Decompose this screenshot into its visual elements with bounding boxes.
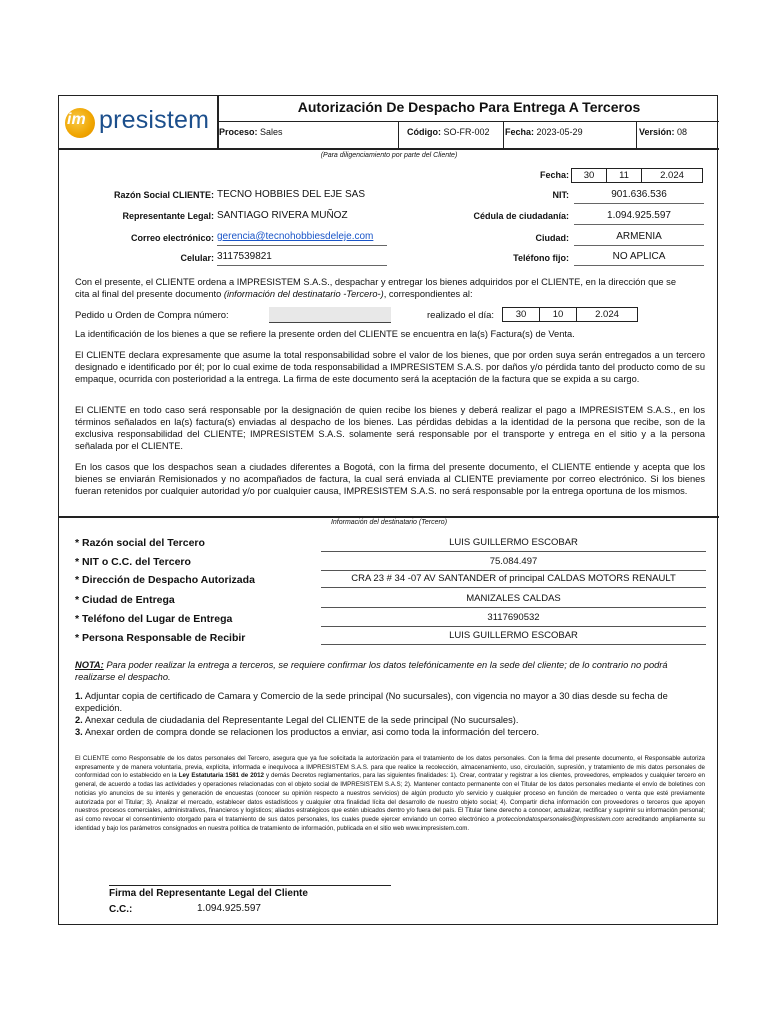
recipient-value-nit[interactable]: 75.084.497 [321, 556, 706, 571]
telefono-value[interactable]: NO APLICA [612, 251, 666, 262]
fecha-value: 2023-05-29 [536, 127, 583, 137]
requirements-list [75, 690, 705, 738]
recipient-label-direccion: * Dirección de Despacho Autorizada [75, 574, 255, 586]
celular-value[interactable]: 3117539821 [217, 251, 272, 262]
fecha-top-label: Fecha: [539, 170, 569, 180]
form-title: Autorización De Despacho Para Entrega A Terceros [297, 99, 641, 115]
logo-mark-text: im [67, 111, 86, 128]
razon-label: Razón Social CLIENTE: [113, 190, 214, 200]
destinatario-title: Información del destinatario (Tercero) [330, 519, 448, 526]
fecha-label: Fecha: [505, 127, 535, 137]
realizado-day[interactable]: 30 [502, 307, 540, 322]
list-item-number: 3. [75, 727, 83, 737]
ciudad-value[interactable]: ARMENIA [616, 231, 662, 242]
recipient-label-telefono: * Teléfono del Lugar de Entrega [75, 613, 233, 625]
list-item [75, 726, 705, 738]
list-item-text: Adjuntar copia de certificado de Camara y Comercio de la sede principal (No sucursales), con vigencia no mayor a 30 dias desde su fecha de expedición. [75, 691, 668, 713]
realizado-label: realizado el día: [427, 310, 495, 321]
nota-label: NOTA: [75, 660, 104, 670]
realizado-year[interactable]: 2.024 [576, 307, 638, 322]
nota-text: Para poder realizar la entrega a terceros, se requiere confirmar los datos telefónicamente en la sede del cliente; de lo contrario no podrá realizarse el despacho. [75, 660, 668, 682]
list-item [75, 690, 705, 714]
firma-label: Firma del Representante Legal del Cliente [109, 888, 308, 899]
legal-email-link[interactable]: protecciondatospersonales@impresistem.com [496, 815, 624, 823]
cc-label: C.C.: [109, 904, 133, 915]
signature-line[interactable] [109, 885, 391, 886]
fecha-day[interactable]: 30 [571, 168, 607, 183]
correo-link[interactable]: gerencia@tecnohobbiesdeleje.com [217, 231, 374, 242]
list-item-number: 1. [75, 691, 83, 701]
codigo-field [407, 127, 490, 137]
intro-line-1: Con el presente, el CLIENTE ordena a IMPRESISTEM S.A.S., despachar y entregar los bienes adquiridos por el CLIENTE, en la dirección que se [75, 277, 676, 287]
recipient-label-persona: * Persona Responsable de Recibir [75, 632, 246, 644]
rep-value[interactable]: SANTIAGO RIVERA MUÑOZ [217, 210, 348, 221]
version-field [639, 127, 687, 137]
legal-text-law: Ley Estatutaria 1581 de 2012 [178, 772, 264, 780]
celular-label: Celular: [180, 253, 214, 263]
recipient-value-ciudad[interactable]: MANIZALES CALDAS [321, 593, 706, 608]
pedido-label: Pedido u Orden de Compra número: [75, 310, 229, 321]
form-page [58, 95, 718, 925]
list-item-number: 2. [75, 715, 83, 725]
recipient-value-persona[interactable]: LUIS GUILLERMO ESCOBAR [321, 630, 706, 645]
nota [75, 659, 705, 683]
list-item-text: Anexar orden de compra donde se relacionen los productos a enviar, asi como toda la información del tercero. [82, 727, 540, 737]
proceso-label: Proceso: [219, 127, 258, 137]
legal-text-c: acreditando ampliamente su identidad y bajo los parámetros consignados en nuestra política de tratamiento de información, publicada en el sitio web www.impresistem.com. [75, 815, 705, 832]
recipient-value-razon[interactable]: LUIS GUILLERMO ESCOBAR [321, 537, 706, 552]
fecha-year[interactable]: 2.024 [641, 168, 703, 183]
version-label: Versión: [639, 127, 675, 137]
declara-paragraph: El CLIENTE declara expresamente que asume la total responsabilidad sobre el valor de los bienes, que por orden suya serán entregados a un tercero designado e identificado por él; por lo cual exime de toda responsabilidad a IMPRESISTEM S.A.S. por daños y/o pérdida tanto del producto como de su empaque, ocurrida con posterioridad a la entrega. La firma de este documento será la aceptación de la factura que se expida a su cargo. [75, 350, 705, 384]
razon-value[interactable]: TECNO HOBBIES DEL EJE SAS [217, 189, 366, 200]
recipient-label-ciudad: * Ciudad de Entrega [75, 594, 175, 606]
legal-text-a: El CLIENTE como Responsable de los datos personales del Tercero, asegura que ya fue solicitada la autorización para el tratamiento de los datos personales. Con la firma del presente documento, el Responsable autoriza expresamente y de manera voluntaria, previa, explícita, informada e inequívoca a IMPRESISTEM S.A.S. para que realice la recolección, almacenamiento, uso, circulación, supresión, y tratamiento de mis datos personales de conformidad con lo establecido en la [75, 755, 705, 780]
correo-label: Correo electrónico: [130, 233, 214, 243]
ciudad-label: Ciudad: [535, 233, 569, 243]
codigo-value: SO-FR-002 [443, 127, 490, 137]
realizado-month[interactable]: 10 [539, 307, 577, 322]
version-value: 08 [677, 127, 688, 137]
cedula-label: Cédula de ciudadanía: [473, 211, 569, 221]
nit-value[interactable]: 901.636.536 [611, 189, 667, 200]
rep-label: Representante Legal: [122, 211, 214, 221]
intro-line-2c: , correspondientes al: [383, 289, 473, 299]
proceso-field [219, 127, 283, 137]
legal-text-b: y demás Decretos reglamentarios, para las siguientes finalidades: 1). Crear, contratar y registrar a los clientes, proveedores, empleados y cualquier tercero en general, de acuerdo a todas las actividades y operaciones relacionadas con el objeto social de IMPRESISTEM S.A.S; 2). Mantener contacto permanente con el Titular de los datos personales mediante el envío de boletines con noticias y/o anuncios de su interés y generación de encuestas (conocer su opinión respecto a nuestros servicios) de algún producto y/o servicio y cualquier proceso en función de mercadeo o venta que esté previamente autorizada por el Titular; 3). Analizar el mercado, establecer datos estadísticos y cualquier otra finalidad lícita del desarrollo de nuestro objeto social; 4). Compartir dicha información con proveedores o terceros que apoyen nuestros procesos comerciales, administrativos, financieros y logísticos; aliados estratégicos que estén ubicados dentro y/o fuera del país. El Titular tiene derecho a conocer, actualizar, rectificar y suprimir su información personal; así como revocar el consentimiento otorgado para el tratamiento de sus datos personales, los cuales puede ejercer enviando un correo electrónico a [75, 772, 705, 823]
recipient-label-razon: * Razón social del Tercero [75, 537, 205, 549]
logo-text: presistem [99, 106, 210, 134]
intro-paragraph [75, 276, 705, 300]
intro-line-2b: (información del destinatario -Tercero-) [223, 289, 384, 299]
responsable-paragraph: El CLIENTE en todo caso será responsable por la designación de quien recibe los bienes y deberá realizar el pago a IMPRESISTEM S.A.S., en los términos señalados en la(s) factura(s) enviadas al despacho de los bienes. Las pérdidas debidas a la identidad de la persona que recibe, son de la exclusiva responsabilidad del CLIENTE; IMPRESISTEM S.A.S. solamente será responsable por el transporte y entrega en el sitio y a la persona señalada por el CLIENTE. [75, 405, 705, 451]
cc-value: 1.094.925.597 [197, 903, 261, 914]
codigo-label: Código: [407, 127, 441, 137]
pedido-input[interactable] [269, 307, 391, 323]
proceso-value: Sales [260, 127, 283, 137]
fecha-month[interactable]: 11 [606, 168, 642, 183]
identificacion-paragraph: La identificación de los bienes a que se refiere la presente orden del CLIENTE se encuentra en la(s) Factura(s) de Venta. [75, 329, 575, 339]
recipient-value-telefono[interactable]: 3117690532 [321, 612, 706, 627]
recipient-value-direccion[interactable]: CRA 23 # 34 -07 AV SANTANDER of principal CALDAS MOTORS RENAULT [321, 573, 706, 588]
intro-line-2a: cita al final del presente documento [75, 289, 224, 299]
nit-label: NIT: [552, 190, 569, 200]
recipient-label-nit: * NIT o C.C. del Tercero [75, 556, 191, 568]
casos-paragraph: En los casos que los despachos sean a ciudades diferentes a Bogotá, con la firma del presente documento, el CLIENTE entiende y acepta que los bienes se enviarán Remisionados y no acompañados de factura, la cual será enviada al CLIENTE previamente por correo electrónico. Si los bienes fueran retenidos por cualquier autoridad y/o por cualquier causa, IMPRESISTEM S.A.S. no será responsable por la entrega oportuna de los mismos. [75, 462, 705, 496]
logo [59, 96, 217, 148]
telefono-label: Teléfono fijo: [513, 253, 569, 263]
list-item-text: Anexar cedula de ciudadania del Representante Legal del CLIENTE de la sede principal (No sucursales). [82, 715, 519, 725]
list-item [75, 714, 705, 726]
cedula-value[interactable]: 1.094.925.597 [607, 210, 671, 221]
client-note: (Para diligenciamiento por parte del Cliente) [320, 152, 458, 159]
fecha-field [505, 127, 583, 137]
legal-text [75, 755, 705, 833]
